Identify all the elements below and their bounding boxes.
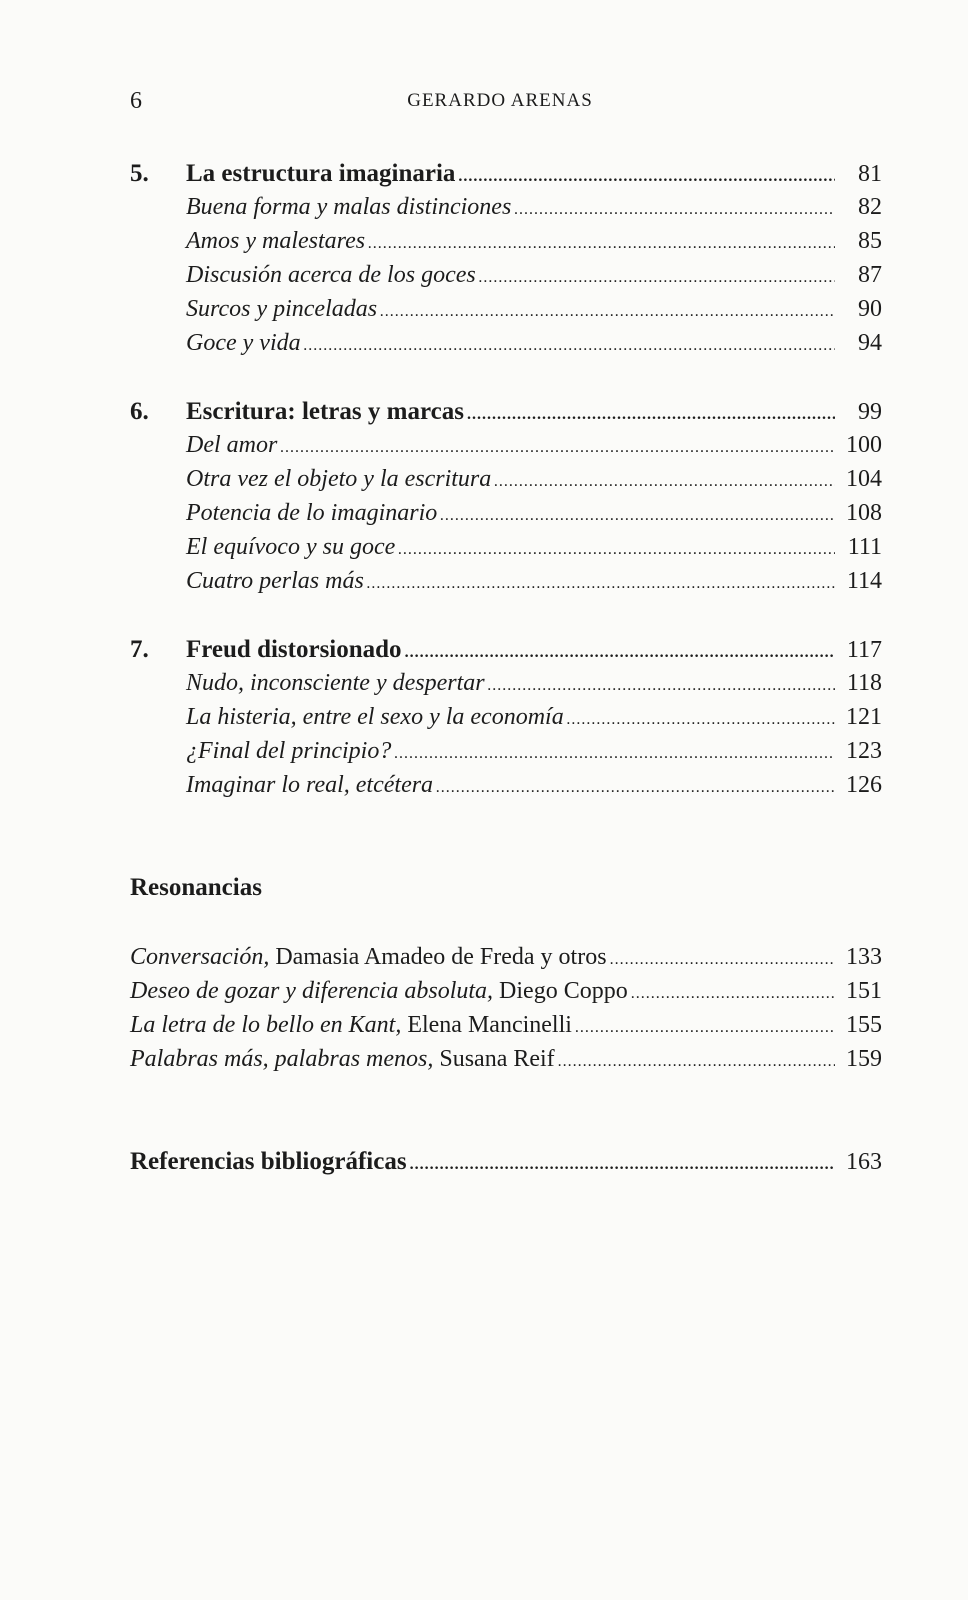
toc-chapter-5 [130,160,882,194]
page-ref: 81 [858,161,882,187]
toc-resonancia [130,978,882,1012]
toc-section [186,568,882,602]
page-ref: 99 [858,399,882,425]
section-title: Del amor [186,432,278,458]
toc-resonancia [130,1046,882,1080]
essay-author: Susana Reif [439,1046,555,1072]
section-title: Cuatro perlas más [186,568,364,594]
section-title: Amos y malestares [186,228,366,254]
dot-leader [410,1148,835,1176]
section-title: La histeria, entre el sexo y la economía [186,704,564,730]
dot-leader [575,1012,835,1039]
chapter-title: Freud distorsionado [186,636,402,663]
dot-leader [631,978,835,1005]
page-ref: 114 [846,568,882,594]
toc-references [130,1148,882,1182]
toc-section [186,228,882,262]
section-title: Goce y vida [186,330,301,356]
section-title: Imaginar lo real, etcétera [186,772,434,798]
toc-chapter-7 [130,636,882,670]
section-title: Otra vez el objeto y la escritura [186,466,492,492]
essay-title: Conversación, [130,944,270,970]
dot-leader [467,398,835,426]
page-ref: 155 [846,1012,882,1038]
page-number: 6 [130,88,142,114]
essay-author: Damasia Amadeo de Freda y otros [275,944,607,970]
section-title: El equívoco y su goce [186,534,396,560]
page-ref: 151 [846,978,882,1004]
dot-leader [367,568,835,595]
page-ref: 87 [858,262,882,288]
dot-leader [280,432,835,459]
essay-title: La letra de lo bello en Kant, [130,1012,402,1038]
page-ref: 108 [846,500,882,526]
chapter-title: La estructura imaginaria [186,160,456,187]
dot-leader [514,194,835,221]
toc-section [186,194,882,228]
dot-leader [368,228,835,255]
dot-leader [567,704,835,731]
toc-section [186,738,882,772]
toc-section [186,262,882,296]
resonancia-entry [130,978,628,1005]
page-ref: 117 [846,637,882,663]
page-ref: 126 [846,772,882,798]
dot-leader [304,330,835,357]
essay-title: Deseo de gozar y diferencia absoluta, [130,978,494,1004]
dot-leader [436,772,835,799]
dot-leader [380,296,835,323]
page-ref: 82 [858,194,882,220]
toc-section [186,466,882,500]
toc-section [186,296,882,330]
dot-leader [398,534,835,561]
page-ref: 111 [847,534,882,560]
chapter-number: 7. [130,636,149,663]
section-title: Surcos y pinceladas [186,296,378,322]
page-ref: 159 [846,1046,882,1072]
section-title: Discusión acerca de los goces [186,262,476,288]
toc-section [186,704,882,738]
dot-leader [488,670,835,697]
page-ref: 118 [846,670,882,696]
page-ref: 94 [858,330,882,356]
toc-section [186,432,882,466]
page-ref: 121 [846,704,882,730]
page-ref: 100 [846,432,882,458]
resonancia-entry [130,1012,572,1039]
dot-leader [610,944,835,971]
essay-author: Elena Mancinelli [407,1012,572,1038]
references-title: Referencias bibliográficas [130,1148,407,1175]
toc-section [186,534,882,568]
chapter-number: 6. [130,398,149,425]
page-ref: 104 [846,466,882,492]
toc-resonancia [130,1012,882,1046]
section-title: Nudo, inconsciente y despertar [186,670,485,696]
page-ref: 123 [846,738,882,764]
resonancia-entry [130,1046,555,1073]
toc-section [186,670,882,704]
page-ref: 163 [846,1149,882,1175]
page-header [130,88,870,128]
dot-leader [558,1046,835,1073]
essay-title: Palabras más, palabras menos, [130,1046,434,1072]
page-ref: 133 [846,944,882,970]
section-title: Potencia de lo imaginario [186,500,438,526]
dot-leader [440,500,835,527]
toc-section [186,330,882,364]
page-ref: 90 [858,296,882,322]
dot-leader [494,466,835,493]
toc-section [186,500,882,534]
toc-chapter-6 [130,398,882,432]
section-title: ¿Final del principio? [186,738,392,764]
page-ref: 85 [858,228,882,254]
section-title: Buena forma y malas distinciones [186,194,512,220]
resonancia-entry [130,944,607,971]
dot-leader [479,262,835,289]
chapter-number: 5. [130,160,149,187]
dot-leader [405,636,835,664]
running-head: GERARDO ARENAS [407,90,593,111]
dot-leader [458,160,835,188]
toc-section [186,772,882,806]
resonancias-heading: Resonancias [130,874,262,901]
chapter-title: Escritura: letras y marcas [186,398,464,425]
toc-resonancia [130,944,882,978]
essay-author: Diego Coppo [499,978,628,1004]
dot-leader [394,738,835,765]
